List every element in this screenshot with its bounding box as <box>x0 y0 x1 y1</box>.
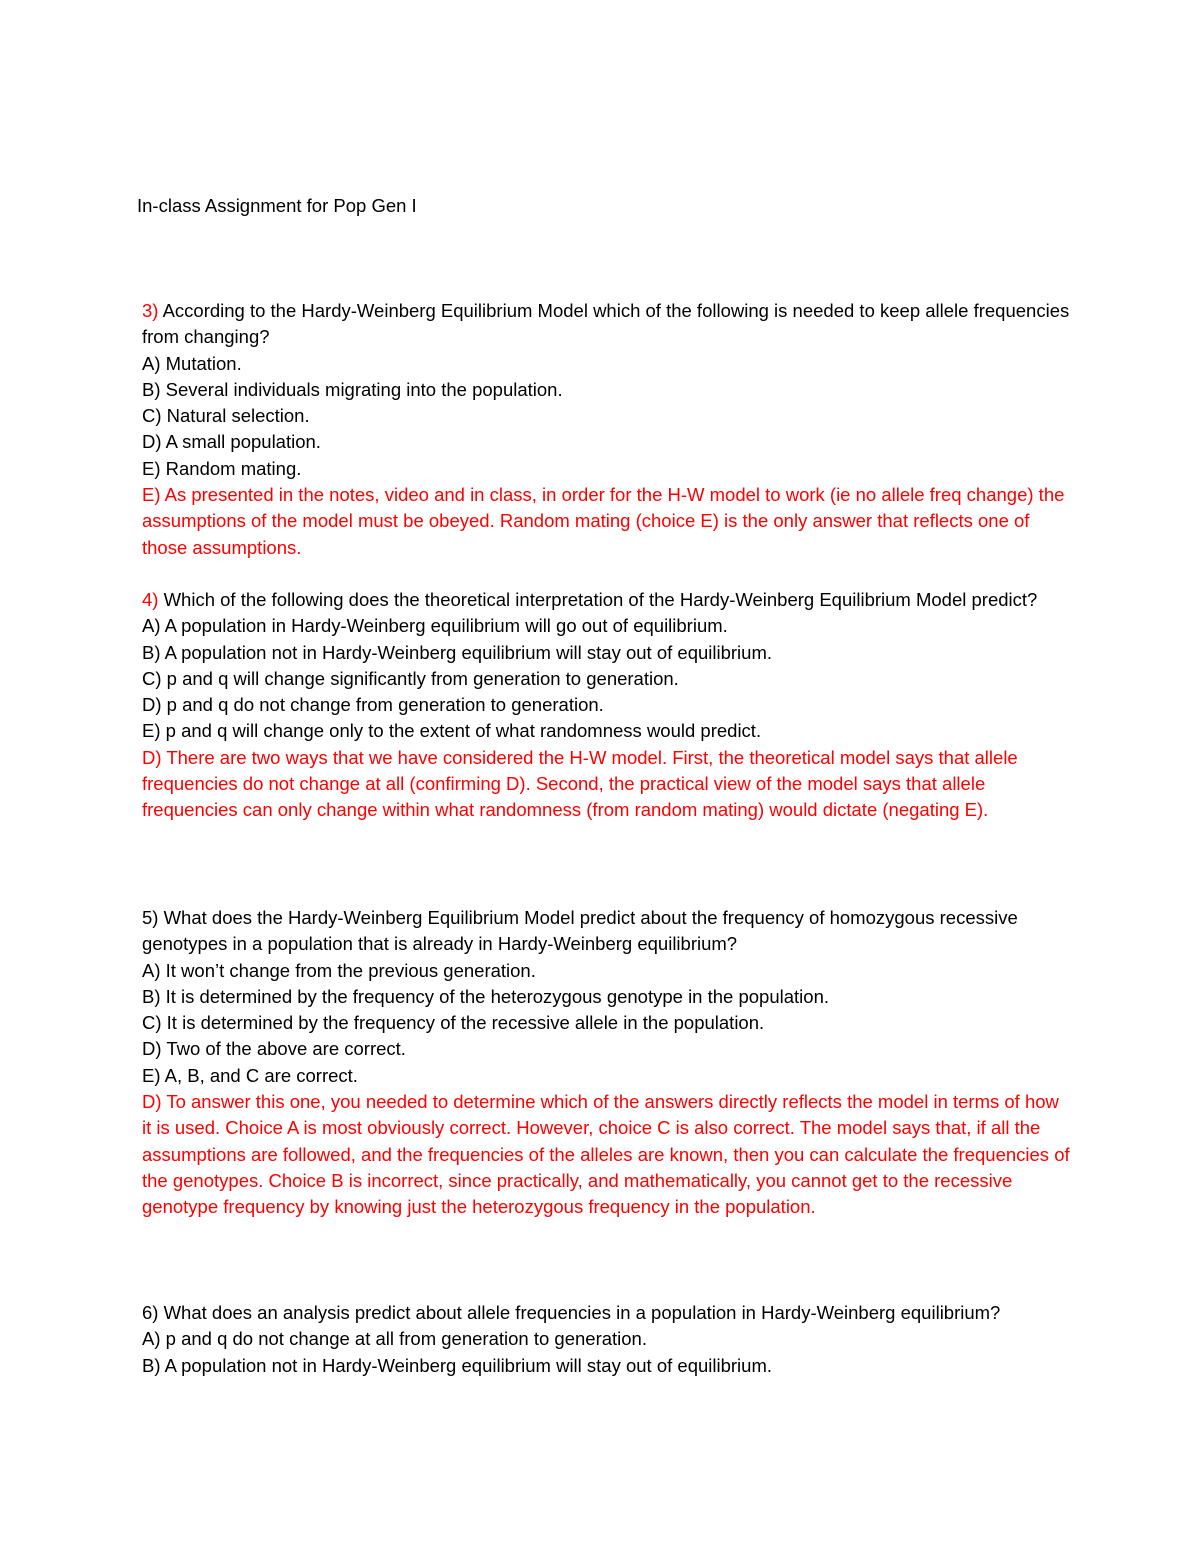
question-stem <box>142 1300 1072 1326</box>
option-a: A) A population in Hardy-Weinberg equilibrium will go out of equilibrium. <box>142 615 728 637</box>
option-c: C) Natural selection. <box>142 405 310 427</box>
question-text: According to the Hardy-Weinberg Equilibrium Model which of the following is needed to keep allele frequencies from changing? <box>142 300 1070 348</box>
question-3 <box>142 298 1072 561</box>
option-c: C) It is determined by the frequency of the recessive allele in the population. <box>142 1012 765 1034</box>
option-a: A) p and q do not change at all from generation to generation. <box>142 1328 647 1350</box>
option-d: D) A small population. <box>142 431 321 453</box>
option-d: D) p and q do not change from generation to generation. <box>142 694 604 716</box>
option-a: A) It won’t change from the previous generation. <box>142 959 536 981</box>
question-number: 5) <box>142 907 159 928</box>
option-e: E) A, B, and C are correct. <box>142 1064 358 1086</box>
question-text: What does the Hardy-Weinberg Equilibrium Model predict about the frequency of homozygous recessive genotypes in a population that is already in Hardy-Weinberg equilibrium? <box>142 907 1018 955</box>
document-title: In-class Assignment for Pop Gen I <box>137 195 417 216</box>
option-a: A) Mutation. <box>142 352 242 374</box>
option-b: B) Several individuals migrating into the population. <box>142 378 563 400</box>
question-5 <box>142 905 1072 1221</box>
question-6 <box>142 1300 1072 1379</box>
option-e: E) p and q will change only to the extent of what randomness would predict. <box>142 720 762 742</box>
question-stem <box>142 905 1072 958</box>
question-stem <box>142 298 1072 351</box>
option-d: D) Two of the above are correct. <box>142 1038 406 1060</box>
question-stem <box>142 587 1072 613</box>
question-number: 3) <box>142 300 159 321</box>
question-text: What does an analysis predict about allele frequencies in a population in Hardy-Weinberg equilibrium? <box>158 1302 1001 1323</box>
option-c: C) p and q will change significantly from generation to generation. <box>142 667 679 689</box>
option-b: B) A population not in Hardy-Weinberg equilibrium will stay out of equilibrium. <box>142 641 773 663</box>
answer-explanation: D) There are two ways that we have considered the H-W model. First, the theoretical model says that allele frequencies do not change at all (confirming D). Second, the practical view of the model says that allele frequencies can only change within what randomness (from random mating) would dictate (negating E). <box>142 746 1018 821</box>
answer-explanation: E) As presented in the notes, video and in class, in order for the H-W model to work (ie no allele freq change) the assumptions of the model must be obeyed. Random mating (choice E) is the only answer that reflects one of those assumptions. <box>142 484 1065 558</box>
question-4 <box>142 587 1072 824</box>
question-text: Which of the following does the theoretical interpretation of the Hardy-Weinberg Equilibrium Model predict? <box>158 589 1038 610</box>
option-b: B) A population not in Hardy-Weinberg equilibrium will stay out of equilibrium. <box>142 1354 773 1376</box>
option-b: B) It is determined by the frequency of the heterozygous genotype in the population. <box>142 985 829 1007</box>
question-number: 6) <box>142 1302 159 1323</box>
answer-explanation: D) To answer this one, you needed to determine which of the answers directly reflects the model in terms of how it is used. Choice A is most obviously correct. However, choice C is also correct. The model says that, if all the assumptions are followed, and the frequencies of the alleles are known, then you can calculate the frequencies of the genotypes. Choice B is incorrect, since practically, and mathematically, you cannot get to the recessive genotype frequency by knowing just the heterozygous frequency in the population. <box>142 1091 1070 1218</box>
option-e: E) Random mating. <box>142 457 302 479</box>
question-number: 4) <box>142 589 159 610</box>
